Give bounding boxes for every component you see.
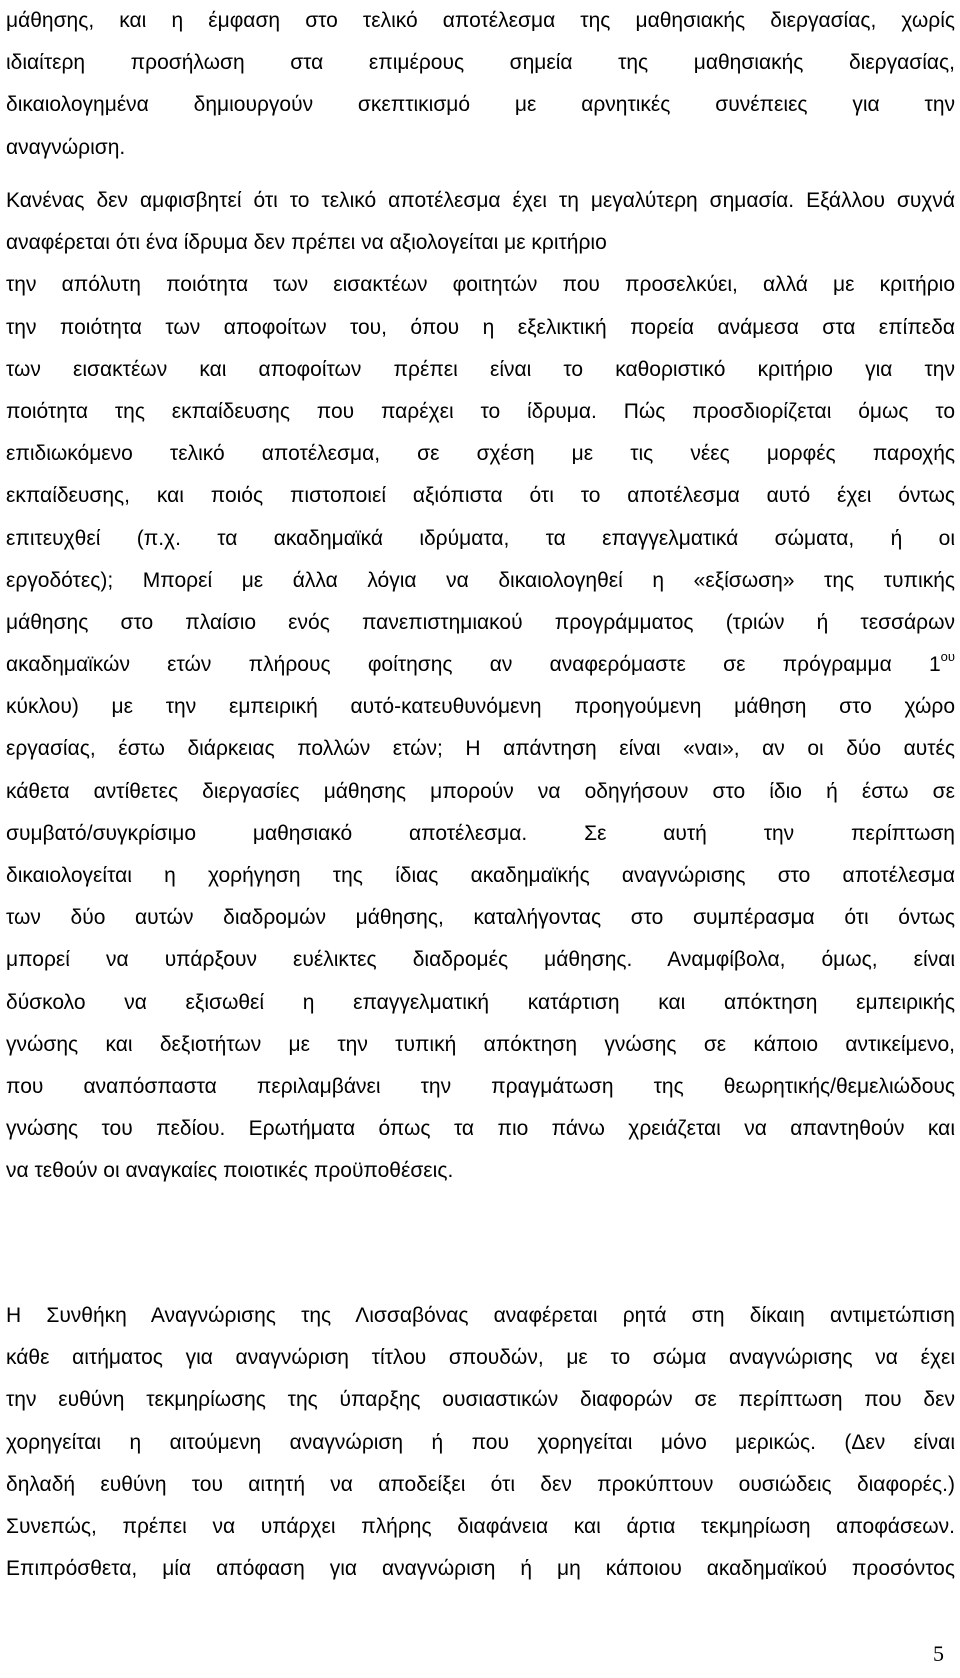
- text-line: επιτευχθεί (π.χ. τα ακαδημαϊκά ιδρύματα, τα επαγγελματικά σώματα, ή οι: [6, 526, 955, 550]
- text-line: Επιπρόσθετα, μία απόφαση για αναγνώριση ή μη κάποιου ακαδημαϊκού προσόντος: [6, 1557, 955, 1581]
- text-line: να τεθούν οι αναγκαίες ποιοτικές προϋποθέσεις.: [6, 1159, 454, 1183]
- text-line: που αναπόσπαστα περιλαμβάνει την πραγμάτωση της θεωρητικής/θεμελιώδους: [6, 1074, 955, 1098]
- text-line: την ευθύνη τεκμηρίωσης της ύπαρξης ουσιαστικών διαφορών σε περίπτωση που δεν: [6, 1388, 955, 1412]
- text-line: εκπαίδευσης, και ποιός πιστοποιεί αξιόπιστα ότι το αποτέλεσμα αυτό έχει όντως: [6, 484, 955, 508]
- text-line: μάθησης στο πλαίσιο ενός πανεπιστημιακού προγράμματος (τριών ή τεσσάρων: [6, 610, 955, 634]
- text-line: εργοδότες); Μπορεί με άλλα λόγια να δικαιολογηθεί η «εξίσωση» της τυπικής: [6, 568, 955, 592]
- text-line: μπορεί να υπάρξουν ευέλικτες διαδρομές μάθησης. Αναμφίβολα, όμως, είναι: [6, 948, 955, 972]
- superscript: ου: [940, 649, 955, 665]
- text-line: των εισακτέων και αποφοίτων πρέπει είναι το καθοριστικό κριτήριο για την: [6, 357, 955, 381]
- text-line: κάθετα αντίθετες διεργασίες μάθησης μπορούν να οδηγήσουν στο ίδιο ή έστω σε: [6, 779, 955, 803]
- text-line: εργασίας, έστω διάρκειας πολλών ετών; Η απάντηση είναι «ναι», αν οι δύο αυτές: [6, 737, 955, 761]
- text-line: συμβατό/συγκρίσιμο μαθησιακό αποτέλεσμα. Σε αυτή την περίπτωση: [6, 821, 955, 845]
- text-line-main: ακαδημαϊκών ετών πλήρους φοίτησης αν αναφερόμαστε σε πρόγραμμα 1: [6, 653, 941, 677]
- text-line: γνώσης του πεδίου. Ερωτήματα όπως τα πιο πάνω χρειάζεται να απαντηθούν και: [6, 1117, 955, 1141]
- paragraph-3: [6, 1295, 955, 1590]
- text-line: των δύο αυτών διαδρομών μάθησης, καταλήγοντας στο συμπέρασμα ότι όντως: [6, 906, 955, 930]
- text-line: αναγνώριση.: [6, 135, 126, 159]
- text-line: δύσκολο να εξισωθεί η επαγγελματική κατάρτιση και απόκτηση εμπειρικής: [6, 990, 955, 1014]
- text-line: Κανένας δεν αμφισβητεί ότι το τελικό αποτέλεσμα έχει τη μεγαλύτερη σημασία. Εξάλλου συχνά αναφέρεται ότι ένα ίδρυμα δεν πρέπει να αξιολογείται με κριτήριο: [6, 189, 955, 255]
- page-number: 5: [933, 1641, 944, 1666]
- text-line: δηλαδή ευθύνη του αιτητή να αποδείξει ότι δεν προκύπτουν ουσιώδεις διαφορές.): [6, 1472, 955, 1496]
- text-line: την απόλυτη ποιότητα των εισακτέων φοιτητών που προσελκύει, αλλά με κριτήριο: [6, 273, 955, 297]
- text-line: ιδιαίτερη προσήλωση στα επιμέρους σημεία της μαθησιακής διεργασίας,: [6, 51, 955, 75]
- text-line: δικαιολογημένα δημιουργούν σκεπτικισμό με αρνητικές συνέπειες για την: [6, 93, 955, 117]
- text-line: δικαιολογείται η χορήγηση της ίδιας ακαδημαϊκής αναγνώρισης στο αποτέλεσμα: [6, 864, 955, 888]
- text-line: ποιότητα της εκπαίδευσης που παρέχει το ίδρυμα. Πώς προσδιορίζεται όμως το: [6, 399, 955, 423]
- text-line: Συνεπώς, πρέπει να υπάρχει πλήρης διαφάνεια και άρτια τεκμηρίωση αποφάσεων.: [6, 1514, 955, 1538]
- text-line-with-superscript: [6, 644, 955, 686]
- text-line: Η Συνθήκη Αναγνώρισης της Λισσαβόνας αναφέρεται ρητά στη δίκαιη αντιμετώπιση: [6, 1304, 955, 1327]
- paragraph-2: [6, 180, 955, 1193]
- text-line: κάθε αιτήματος για αναγνώριση τίτλου σπουδών, με το σώμα αναγνώρισης να έχει: [6, 1346, 955, 1370]
- text-line: επιδιωκόμενο τελικό αποτέλεσμα, σε σχέση με τις νέες μορφές παροχής: [6, 442, 955, 466]
- text-line: μάθησης, και η έμφαση στο τελικό αποτέλεσμα της μαθησιακής διεργασίας, χωρίς: [6, 9, 955, 32]
- text-line: την ποιότητα των αποφοίτων του, όπου η εξελικτική πορεία ανάμεσα στα επίπεδα: [6, 315, 955, 339]
- text-line: χορηγείται η αιτούμενη αναγνώριση ή που χορηγείται μόνο μερικώς. (Δεν είναι: [6, 1430, 955, 1454]
- text-line: κύκλου) με την εμπειρική αυτό-κατευθυνόμενη προηγούμενη μάθηση στο χώρο: [6, 695, 955, 719]
- paragraph-1: [6, 0, 955, 169]
- text-line: γνώσης και δεξιοτήτων με την τυπική απόκτηση γνώσης σε κάποιο αντικείμενο,: [6, 1032, 955, 1056]
